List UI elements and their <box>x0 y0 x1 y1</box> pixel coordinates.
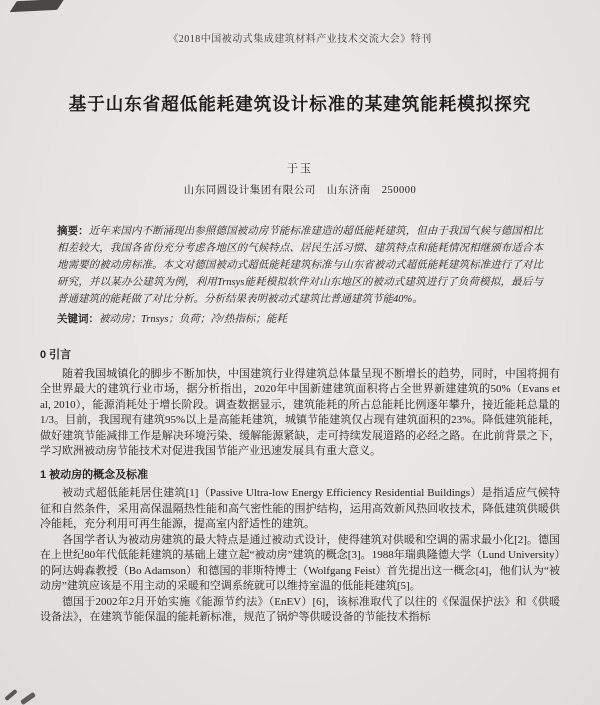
section-passive-house-concept <box>40 468 560 626</box>
section-0-paragraph-0: 随着我国城镇化的脚步不断加快，中国建筑行业得建筑总体量呈现不断增长的趋势，同时，中国将拥有全世界最大的建筑行业市场，据分析指出，2020年中国新建建筑面积将占全世界新建建筑的50%（Evans et al, 2010），能源消耗处于增长阶段。调查数据显示，建筑能耗的所占总能耗比例逐年攀升，接近能耗总量的1/3。目前，我国现有建筑95%以上是高能耗建筑，城镇节能建筑仅占现有建筑面积的23%。降低建筑能耗，做好建筑节能减排工作是解决环境污染、缓解能源紧缺，走可持续发展道路的必经之路。在此前背景之下，学习欧洲被动房节能技术对促进我国节能产业迅速发展具有重大意义。 <box>40 367 560 457</box>
abstract-paragraph <box>57 223 543 308</box>
author-name: 于玉 <box>287 163 313 175</box>
section-1-paragraph-1: 各国学者认为被动房建筑的最大特点是通过被动式设计，使得建筑对供暖和空调的需求最小化[2]。德国在上世纪80年代低能耗建筑的基础上建立起“被动房”建筑的概念[3]。1988年瑞典隆德大学（Lund University）的阿达姆森教授（Bo Adamson）和德国的菲斯特博士（Wolfgang Feist）首先提出这一概念[4]，他们认为“被动房”建筑应该是不用主动的采暖和空调系统就可以维持室温的低能耗建筑[5]。 <box>40 533 560 592</box>
abstract-label: 摘要： <box>57 225 89 237</box>
section-introduction <box>40 348 560 460</box>
keywords-paragraph <box>57 311 543 328</box>
section-1-paragraph-2: 德国于2002年2月开始实施《能源节约法》（EnEV）[6]，该标准取代了以往的《保温保护法》和《供暖设备法》，在建筑节能保温的能耗新标准，规范了锅炉等供暖设备的节能技术指标 <box>40 595 560 623</box>
paper-body <box>40 348 560 626</box>
abstract-block <box>57 223 543 328</box>
scan-artifact-bottom-left-2 <box>20 692 36 705</box>
journal-header-note: 《2018中国被动式集成建筑材料产业技术交流大会》特刊 <box>168 34 432 45</box>
paper-title: 基于山东省超低能耗建筑设计标准的某建筑能耗模拟探究 <box>68 94 532 114</box>
keywords-label: 关键词： <box>57 313 99 325</box>
keywords-text: 被动房；Trnsys；负荷；冷/热指标；能耗 <box>99 314 287 325</box>
abstract-text: 近年来国内不断涌现出参照德国被动房节能标准建造的超低能耗建筑，但由于我国气候与德国相比相差较大，我国各省份充分考虑各地区的气候特点、居民生活习惯、建筑特点和能耗情况相继颁布适合本地需要的被动房标准。本文对德国被动式超低能耗建筑标准与山东省被动式超低能耗建筑标准进行了对比研究，并以某办公建筑为例，利用Trnsys能耗模拟软件对山东地区的被动式建筑进行了负荷模拟，最后与普通建筑的能耗做了对比分析。分析结果表明被动式建筑比普通建筑节能40%。 <box>57 226 544 305</box>
section-heading-1: 1 被动房的概念及标准 <box>40 468 149 481</box>
scan-artifact-bottom-left-1 <box>4 689 17 701</box>
author-affiliation: 山东同圆设计集团有限公司 山东济南 250000 <box>183 185 417 196</box>
section-heading-0: 0 引言 <box>40 349 72 361</box>
section-1-paragraph-0: 被动式超低能耗居住建筑[1]（Passive Ultra-low Energy Efficiency Residential Buildings）是指适应气候特征和自然条件，采用高保温隔热性能和高气密性能的围护结构，运用高效新风热回收技术，降低建筑供暖供冷能耗，充分利用可再生能源，提高室内舒适性的建筑。 <box>40 487 560 530</box>
